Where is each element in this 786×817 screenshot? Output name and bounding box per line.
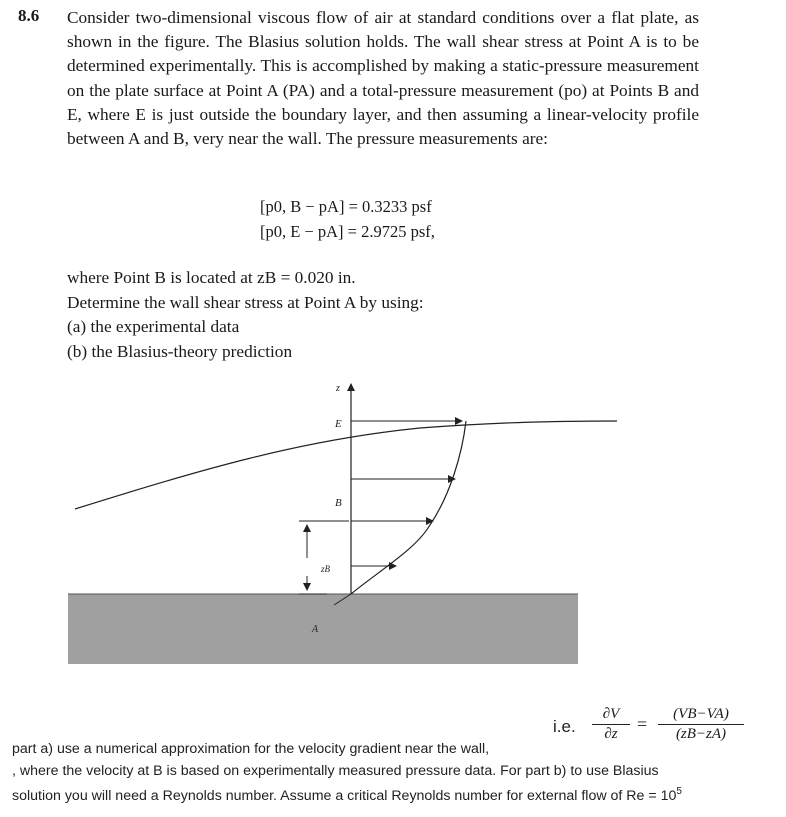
- task-part-a: (a) the experimental data: [67, 317, 240, 336]
- boundary-layer-edge: [75, 421, 617, 509]
- z-axis-label: z: [336, 383, 340, 394]
- equation-b-rhs: = 0.3233 psf: [348, 197, 432, 216]
- zb-label: zB: [321, 564, 330, 574]
- point-a-label: A: [312, 624, 319, 635]
- equation-b-lhs: [p0, B − pA]: [260, 197, 345, 216]
- point-e-label: E: [335, 418, 342, 430]
- velocity-profile-curve: [351, 421, 466, 594]
- boundary-layer-figure: [0, 370, 786, 670]
- note-line-3: [12, 786, 682, 804]
- pressure-equation-e: [260, 222, 435, 242]
- partial-v: ∂V: [592, 706, 630, 725]
- task-statement: Determine the wall shear stress at Point A by using:: [67, 293, 424, 312]
- point-b-location: where Point B is located at zB = 0.020 in.: [67, 268, 356, 287]
- point-b-label: B: [335, 497, 342, 509]
- finite-difference-fraction: [658, 706, 744, 743]
- height-difference: (zB−zA): [675, 726, 727, 742]
- note-line-2: , where the velocity at B is based on experimentally measured pressure data. For part b) to use Blasius: [12, 763, 659, 779]
- equation-e-rhs: = 2.9725 psf,: [347, 222, 435, 241]
- equation-e-lhs: [p0, E − pA]: [260, 222, 344, 241]
- reynolds-exponent: 5: [676, 786, 682, 797]
- problem-statement: Consider two-dimensional viscous flow of air at standard conditions over a flat plate, as shown in the figure. The Blasius solution holds. The wall shear stress at Point A is to be determined experimentally. This is accomplished by making a static-pressure measurement on the plate surface at Point A (PA) and a total-pressure measurement (po) at Points B and E, where E is just outside the boundary layer, and then assuming a linear-velocity profile between A and B, very near the wall. The pressure measurements are:: [67, 8, 699, 149]
- note-line-1: part a) use a numerical approximation for the velocity gradient near the wall,: [12, 741, 490, 757]
- flat-plate: [68, 594, 578, 664]
- equals-sign: =: [637, 714, 648, 734]
- partial-z: ∂z: [604, 726, 618, 742]
- note-line-3-text: solution you will need a Reynolds number. Assume a critical Reynolds number for external flow of Re = 10: [12, 788, 677, 804]
- velocity-difference: (VB−VA): [658, 706, 744, 725]
- ie-label: i.e.: [553, 717, 576, 736]
- problem-number: 8.6: [18, 6, 40, 25]
- pressure-equation-b: [260, 197, 432, 217]
- task-part-b: (b) the Blasius-theory prediction: [67, 342, 293, 361]
- partial-derivative-fraction: [592, 706, 630, 743]
